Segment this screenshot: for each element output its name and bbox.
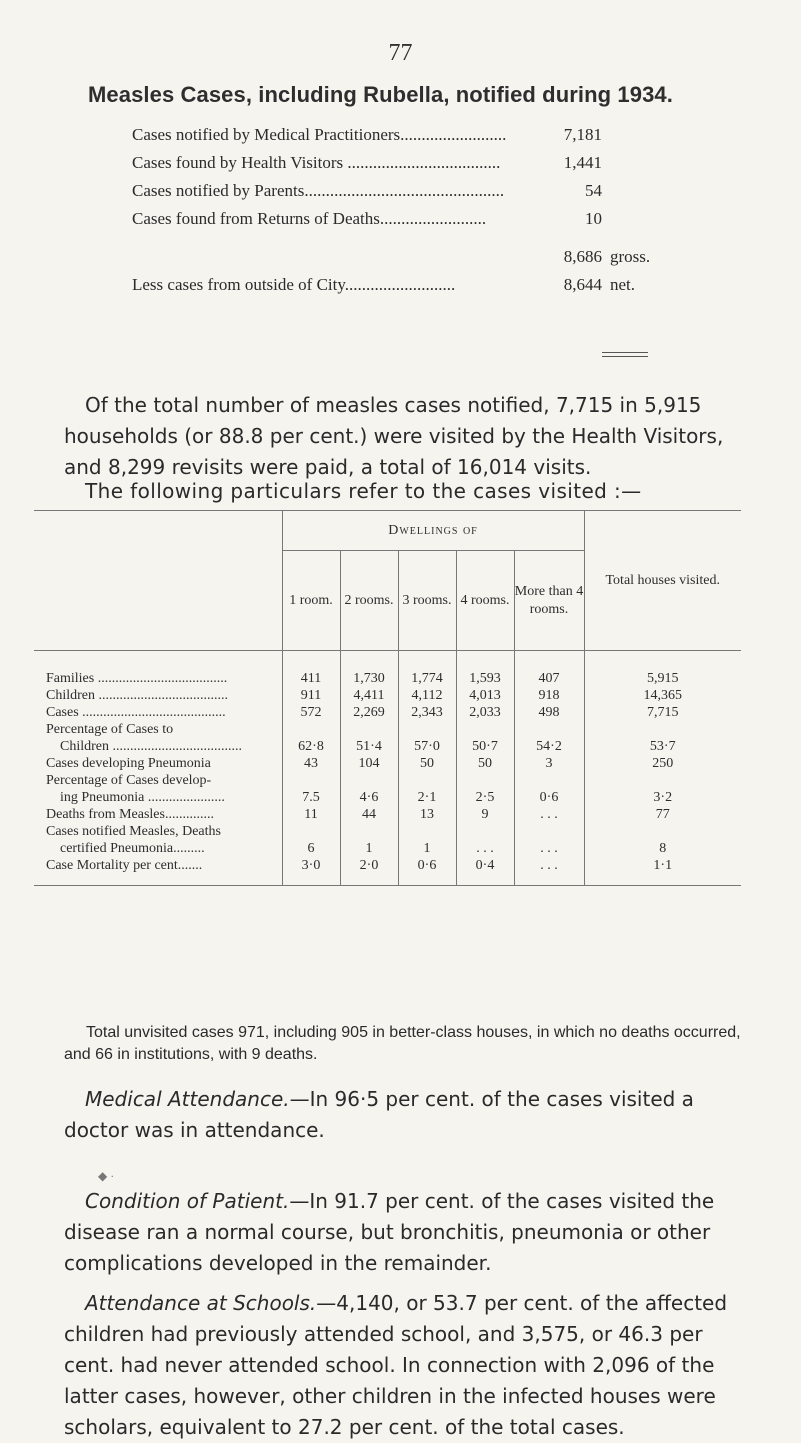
table-row	[34, 704, 741, 721]
row-label-line: Percentage of Cases to	[46, 721, 174, 737]
table-cell: 4,411	[340, 687, 398, 704]
stat-row-gross	[132, 247, 732, 275]
table-cell: 44	[340, 806, 398, 823]
stub-header	[34, 511, 282, 651]
table-cell: 4,013	[456, 687, 514, 704]
row-label	[34, 857, 282, 874]
table-cell: 2·5	[456, 772, 514, 806]
section-heading: Condition of Patient.	[85, 1189, 290, 1213]
table-cell: 1,730	[340, 651, 398, 687]
table-row	[34, 823, 741, 857]
row-label	[34, 772, 282, 806]
dwellings-table	[34, 510, 741, 886]
table-cell: 1,774	[398, 651, 456, 687]
table-cell: 13	[398, 806, 456, 823]
row-label	[34, 687, 282, 704]
row-label-line: Cases notified Measles, Deaths	[46, 823, 221, 839]
stat-suffix: net.	[610, 275, 636, 294]
stat-label: Cases notified by Medical Practitioners.........................	[132, 125, 507, 144]
stat-label: Cases found from Returns of Deaths.........................	[132, 209, 487, 228]
table-row	[34, 857, 741, 874]
table-cell: 6	[282, 823, 340, 857]
stat-value: 10	[585, 209, 602, 228]
page-number: 77	[388, 40, 413, 66]
row-label-line: ing Pneumonia ......................	[60, 789, 225, 805]
table-cell: 51·4	[340, 721, 398, 755]
table-row	[34, 806, 741, 823]
table-cell: 77	[584, 806, 741, 823]
table-cell: . . .	[514, 857, 584, 874]
column-header: 3 rooms.	[398, 551, 456, 651]
section-medical-attendance	[64, 1084, 744, 1146]
section-text: —4,140, or 53.7 per cent. of the affected children had previously attended school, and 3,575, or 46.3 per cent. had never attended school. In connection with 2,096 of the latter cases, however, other children in the infected houses were scholars, equivalent to 27.2 per cent. of the total cases.	[64, 1291, 728, 1439]
table-cell: 498	[514, 704, 584, 721]
table-cell: 57·0	[398, 721, 456, 755]
row-label-line: certified Pneumonia.........	[60, 840, 205, 856]
row-label	[34, 806, 282, 823]
table-cell: 11	[282, 806, 340, 823]
stat-suffix: gross.	[610, 247, 651, 266]
table-cell: 2·1	[398, 772, 456, 806]
table-cell: 53·7	[584, 721, 741, 755]
stat-label: Cases found by Health Visitors ....................................	[132, 153, 501, 172]
table-cell: 0·6	[398, 857, 456, 874]
table-cell: 104	[340, 755, 398, 772]
table-cell: 2·0	[340, 857, 398, 874]
table-cell: 407	[514, 651, 584, 687]
table-cell: 0·4	[456, 857, 514, 874]
table-cell: 54·2	[514, 721, 584, 755]
table-cell: . . .	[514, 823, 584, 857]
row-label	[34, 721, 282, 755]
table-cell: 411	[282, 651, 340, 687]
row-label	[34, 651, 282, 687]
table-cell: 0·6	[514, 772, 584, 806]
table-cell: 1	[340, 823, 398, 857]
row-label-line: Percentage of Cases develop-	[46, 772, 212, 788]
double-rule	[602, 352, 648, 357]
stat-value: 8,686	[563, 247, 602, 266]
column-header: 4 rooms.	[456, 551, 514, 651]
table-cell: 4,112	[398, 687, 456, 704]
table-row	[34, 721, 741, 755]
table-cell: 572	[282, 704, 340, 721]
row-label-line: Cases developing Pneumonia	[46, 755, 211, 771]
table-cell: 918	[514, 687, 584, 704]
stat-row	[132, 209, 732, 237]
stat-row-net	[132, 275, 732, 303]
section-attendance-at-schools	[64, 1288, 744, 1443]
section-heading: Attendance at Schools.	[85, 1291, 317, 1315]
table-cell: 9	[456, 806, 514, 823]
stat-value: 54	[585, 181, 602, 200]
table-cell: 2,343	[398, 704, 456, 721]
section-text: —In 91.7 per cent. of the cases visited the disease ran a normal course, but bronchitis, pneumonia or other complications developed in the remainder.	[64, 1189, 715, 1275]
row-label-line: Case Mortality per cent.......	[46, 857, 203, 873]
stat-label: Cases notified by Parents...............................................	[132, 181, 505, 200]
page-title: Measles Cases, including Rubella, notified during 1934.	[88, 82, 673, 107]
section-condition-of-patient	[64, 1186, 744, 1279]
table-cell: 8	[584, 823, 741, 857]
stat-row	[132, 125, 732, 153]
column-header: 1 room.	[282, 551, 340, 651]
particulars-line: The following particulars refer to the cases visited :—	[85, 479, 642, 503]
row-label-line: Children .....................................	[60, 738, 242, 754]
table-row	[34, 687, 741, 704]
row-label-line: Families .....................................	[46, 670, 228, 686]
group-header: Dwellings of	[282, 511, 584, 551]
notification-summary	[132, 125, 732, 303]
table-row	[34, 755, 741, 772]
table-cell: 7.5	[282, 772, 340, 806]
table-cell: 1·1	[584, 857, 741, 874]
stat-label: Less cases from outside of City..........................	[132, 275, 456, 294]
table-cell: 62·8	[282, 721, 340, 755]
table-bottom-spacer	[34, 874, 741, 886]
stat-value: 8,644	[563, 275, 602, 294]
stat-value: 1,441	[563, 153, 602, 172]
table-cell: 4·6	[340, 772, 398, 806]
row-label-line: Deaths from Measles..............	[46, 806, 214, 822]
row-label	[34, 704, 282, 721]
intro-paragraph: Of the total number of measles cases notified, 7,715 in 5,915 households (or 88.8 per cent.) were visited by the Health Visitors, and 8,299 revisits were paid, a total of 16,014 visits.	[64, 393, 724, 479]
stat-row	[132, 153, 732, 181]
column-header: More than 4 rooms.	[514, 551, 584, 651]
table-cell: 3	[514, 755, 584, 772]
table-cell: 1	[398, 823, 456, 857]
section-heading: Medical Attendance.	[85, 1087, 290, 1111]
row-label-line: Cases .........................................	[46, 704, 226, 720]
table-cell: . . .	[456, 823, 514, 857]
table-cell: 250	[584, 755, 741, 772]
unvisited-note: Total unvisited cases 971, including 905 in better-class houses, in which no deaths occurred, and 66 in institutions, with 9 deaths.	[64, 1024, 741, 1063]
section-text: —In 96·5 per cent. of the cases visited a doctor was in attendance.	[64, 1087, 694, 1142]
table-cell: 3·0	[282, 857, 340, 874]
table-cell: . . .	[514, 806, 584, 823]
table-cell: 43	[282, 755, 340, 772]
row-label	[34, 823, 282, 857]
table-cell: 2,033	[456, 704, 514, 721]
table-cell: 1,593	[456, 651, 514, 687]
print-smudge: ◆ ·	[98, 1169, 115, 1183]
table-cell: 5,915	[584, 651, 741, 687]
table-row	[34, 772, 741, 806]
table-cell: 14,365	[584, 687, 741, 704]
table-cell: 50·7	[456, 721, 514, 755]
stat-value: 7,181	[563, 125, 602, 144]
row-label	[34, 755, 282, 772]
table-cell: 50	[398, 755, 456, 772]
table-cell: 50	[456, 755, 514, 772]
table-cell: 911	[282, 687, 340, 704]
total-header: Total houses visited.	[584, 511, 741, 651]
table-cell: 3·2	[584, 772, 741, 806]
row-label-line: Children .....................................	[46, 687, 228, 703]
table-cell: 2,269	[340, 704, 398, 721]
column-header: 2 rooms.	[340, 551, 398, 651]
table-cell: 7,715	[584, 704, 741, 721]
table-row	[34, 651, 741, 687]
stat-row	[132, 181, 732, 209]
